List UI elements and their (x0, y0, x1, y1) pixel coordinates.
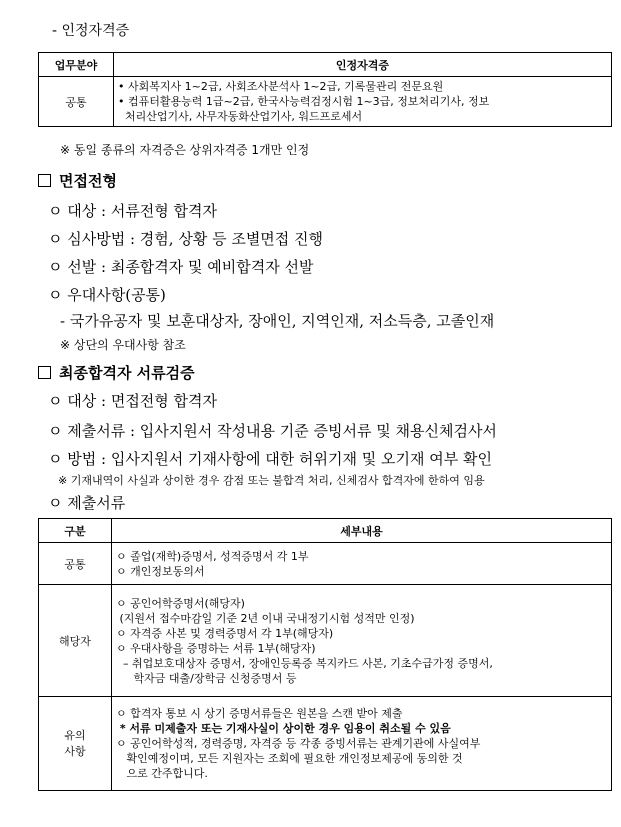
docs-row-content (112, 543, 612, 585)
verify-item: ㅇ 방법 : 입사지원서 기재사항에 대한 허위기재 및 오기재 여부 확인 (48, 450, 492, 468)
cert-header-field: 업무분야 (39, 53, 114, 77)
docs-header-detail: 세부내용 (112, 519, 612, 543)
docs-line: ㅇ 자격증 사본 및 경력증명서 각 1부(해당자) (116, 626, 334, 640)
docs-line: 으로 간주합니다. (116, 767, 208, 780)
verify-item: ㅇ 대상 : 면접전형 합격자 (48, 392, 218, 410)
cert-row-content (114, 77, 612, 127)
docs-line: 확인예정이며, 모든 지원자는 조회에 필요한 개인정보제공에 동의한 것 (116, 752, 463, 765)
cert-note: ※ 동일 종류의 자격증은 상위자격증 1개만 인정 (60, 143, 310, 157)
verify-section-title (38, 362, 195, 383)
interview-title: 면접전형 (59, 172, 117, 190)
docs-line-emphasis: * 서류 미제출자 또는 기재사실이 상이한 경우 임용이 취소될 수 있음 (116, 722, 451, 735)
docs-line: – 취업보호대상자 증명서, 장애인등록증 복지카드 사본, 기초수급가정 증명서, (116, 656, 493, 670)
docs-line: ㅇ 우대사항을 증명하는 서류 1부(해당자) (116, 641, 316, 655)
docs-line: ㅇ 합격자 통보 시 상기 증명서류들은 원본을 스캔 받아 제출 (116, 707, 403, 720)
docs-row-content (112, 585, 612, 697)
cert-line: 처리산업기사, 사무자동화산업기사, 워드프로세서 (118, 110, 363, 123)
docs-header-type: 구분 (39, 519, 112, 543)
docs-label: ㅇ 제출서류 (48, 494, 126, 512)
cert-row-label: 공통 (39, 77, 114, 127)
checkbox-square-icon (38, 174, 51, 187)
interview-sub: - 국가유공자 및 보훈대상자, 장애인, 지역인재, 저소득층, 고졸인재 (60, 312, 495, 330)
docs-table (38, 518, 612, 791)
docs-row-label: 해당자 (39, 585, 112, 697)
docs-line: ㅇ 공인어학증명서(해당자) (116, 596, 245, 610)
docs-line: (지원서 접수마감일 기준 2년 이내 국내정기시험 성적만 인정) (116, 611, 415, 625)
interview-item: ㅇ 심사방법 : 경험, 상황 등 조별면접 진행 (48, 230, 324, 248)
interview-section-title (38, 170, 117, 191)
docs-row-label-text: 유의 사항 (64, 728, 86, 758)
verify-note: ※ 기재내역이 사실과 상이한 경우 감점 또는 불합격 처리, 신체검사 합격자에 한하여 임용 (58, 474, 485, 487)
docs-line: 학자금 대출/장학금 신청증명서 등 (116, 671, 297, 685)
interview-note: ※ 상단의 우대사항 참조 (60, 338, 186, 352)
cert-heading: - 인정자격증 (52, 23, 130, 39)
cert-line: • 사회복지사 1~2급, 사회조사분석사 1~2급, 기록물관리 전문요원 (118, 80, 444, 93)
docs-line: ㅇ 개인정보동의서 (116, 564, 205, 578)
docs-line: ㅇ 졸업(재학)증명서, 성적증명서 각 1부 (116, 549, 309, 563)
docs-line: ㅇ 공인어학성적, 경력증명, 자격증 등 각종 증빙서류는 관계기관에 사실여부 (116, 737, 481, 750)
verify-item: ㅇ 제출서류 : 입사지원서 작성내용 기준 증빙서류 및 채용신체검사서 (48, 422, 497, 440)
docs-row-content (112, 697, 612, 791)
cert-line: • 컴퓨터활용능력 1급~2급, 한국사능력검정시험 1~3급, 정보처리기사, 정보 (118, 95, 490, 108)
cert-header-cert: 인정자격증 (114, 53, 612, 77)
verify-title: 최종합격자 서류검증 (59, 364, 195, 382)
cert-table (38, 52, 612, 127)
interview-item: ㅇ 선발 : 최종합격자 및 예비합격자 선발 (48, 258, 314, 276)
checkbox-square-icon (38, 366, 51, 379)
interview-item: ㅇ 대상 : 서류전형 합격자 (48, 202, 218, 220)
docs-row-label (39, 697, 112, 791)
docs-row-label: 공통 (39, 543, 112, 585)
interview-item: ㅇ 우대사항(공통) (48, 286, 166, 304)
